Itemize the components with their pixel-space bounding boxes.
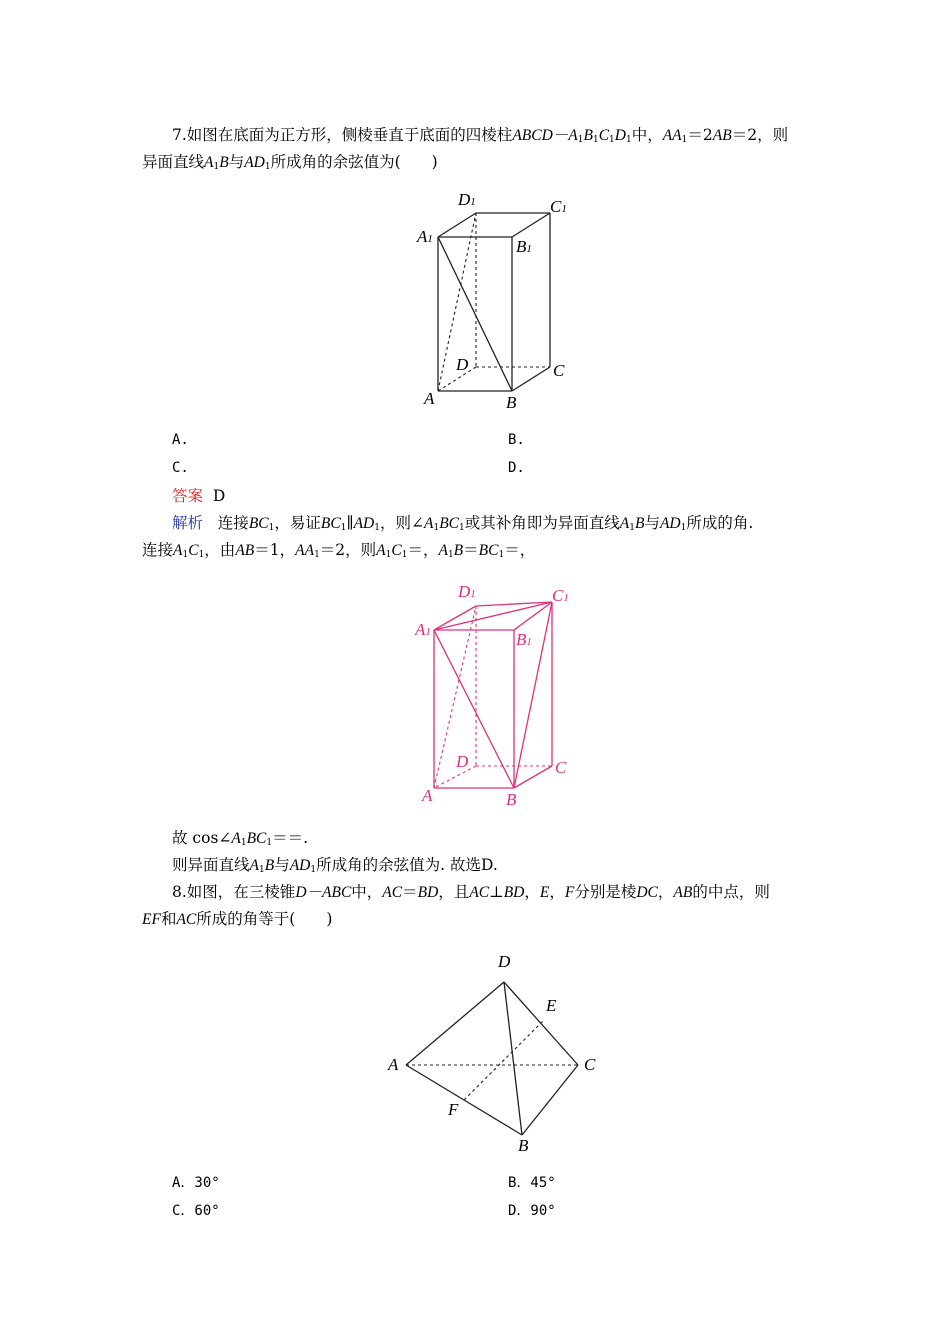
prism-solution-figure (400, 572, 590, 822)
q7-line-1: 7.如图在底面为正方形，侧棱垂直于底面的四棱柱$ABCD-A_1B_1C_1D_1$中，$AA_1=2AB=2$，则 (172, 126, 789, 145)
q7-option-d[interactable]: D. (508, 460, 525, 476)
label-tetra-f: F (448, 1100, 459, 1119)
q7-option-b[interactable]: B. (508, 432, 525, 448)
label-b1-pink: B1 (516, 630, 532, 649)
q8-option-d[interactable]: D．90° (508, 1203, 556, 1219)
label-a: A (424, 389, 435, 408)
q8-line-1: 8.如图，在三棱锥D－ABC中，AC＝BD，且AC⊥BD，E，F分别是棱DC，AB的中点，则 (172, 883, 770, 901)
label-c-pink: C (555, 758, 567, 777)
cos-line: 故 $\cos\angle A_1BC_1==$. (172, 829, 309, 848)
analysis-line-1: 解析 连接$BC_1$，易证$BC_1\parallel AD_1$，则$\angle A_1BC_1$或其补角即为异面直线$A_1B$与$AD_1$所成的角. (172, 514, 754, 533)
q8-line-2: EF和AC所成的角等于( ) (142, 910, 333, 928)
analysis-label: 解析 (172, 514, 204, 532)
tetrahedron-figure (372, 940, 612, 1170)
label-d: D (456, 355, 469, 374)
label-b-pink: B (506, 790, 517, 809)
label-tetra-d: D (498, 952, 511, 971)
analysis-line-2: 连接$A_1C_1$，由AB＝1，$AA_1=2$，则$A_1C_1=$，$A_1B=BC_1=$， (142, 541, 536, 560)
label-tetra-c: C (584, 1055, 596, 1074)
q8-option-b[interactable]: B．45° (508, 1175, 556, 1191)
label-b: B (506, 393, 517, 412)
label-d1: D1 (458, 190, 476, 209)
label-a-pink: A (422, 786, 433, 805)
label-d-pink: D (456, 752, 469, 771)
label-a1: A1 (417, 227, 433, 246)
answer-line (172, 485, 225, 507)
label-b1: B1 (516, 237, 532, 256)
label-tetra-e: E (546, 996, 557, 1015)
answer-label: 答案 (172, 487, 204, 505)
label-c1-pink: C1 (552, 586, 569, 605)
label-d1-pink: D1 (458, 582, 476, 601)
q7-option-a[interactable]: A. (172, 432, 189, 448)
q8-option-a[interactable]: A．30° (172, 1175, 220, 1191)
q8-option-c[interactable]: C．60° (172, 1203, 220, 1219)
label-tetra-a: A (388, 1055, 399, 1074)
prism-figure (400, 185, 590, 425)
conclusion-line: 则异面直线$A_1B$与$AD_1$所成角的余弦值为. 故选D. (172, 856, 498, 875)
label-c: C (553, 361, 565, 380)
q7-option-c[interactable]: C. (172, 460, 189, 476)
label-a1-pink: A1 (415, 620, 431, 639)
label-tetra-b: B (518, 1136, 529, 1155)
q7-line-2: 异面直线$A_1B$与$AD_1$所成角的余弦值为( ) (142, 153, 438, 172)
label-c1: C1 (550, 197, 567, 216)
answer-value: D (212, 487, 226, 505)
